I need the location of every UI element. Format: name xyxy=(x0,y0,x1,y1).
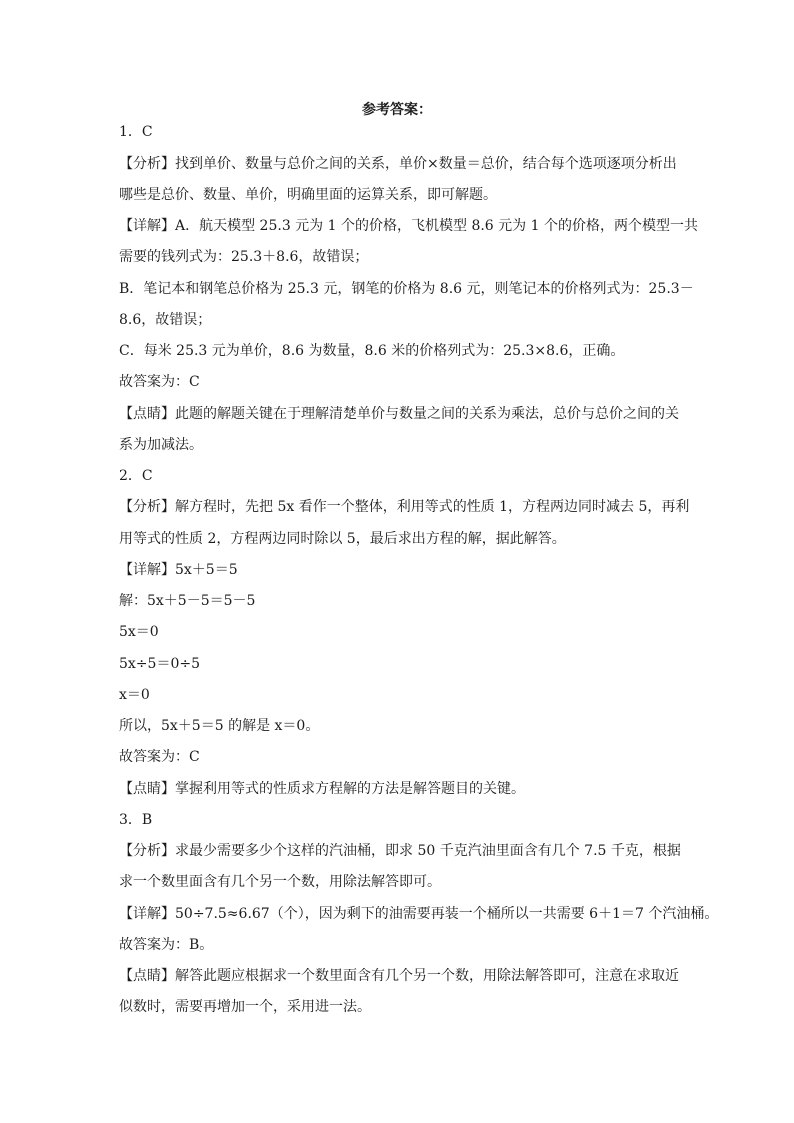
question-number: 3．B xyxy=(119,812,153,828)
equation-step: 5x÷5＝0÷5 xyxy=(119,656,200,672)
comment-text: 似数时，需要再增加一个，采用进一法。 xyxy=(119,999,371,1015)
analysis-text: 求一个数里面含有几个另一个数，用除法解答即可。 xyxy=(119,874,441,890)
detail-text: 8.6，故错误； xyxy=(119,312,212,328)
detail-text: 需要的钱列式为：25.3＋8.6，故错误； xyxy=(119,249,369,265)
analysis-text: 用等式的性质 2，方程两边同时除以 5，最后求出方程的解，据此解答。 xyxy=(119,531,566,547)
detail-text: 所以，5x＋5＝5 的解是 x＝0。 xyxy=(119,718,320,734)
question-number: 2．C xyxy=(119,468,153,484)
equation-step: x＝0 xyxy=(119,687,150,703)
comment-text: 【点睛】解答此题应根据求一个数里面含有几个另一个数，用除法解答即可，注意在求取近 xyxy=(119,968,679,984)
analysis-text: 【分析】解方程时，先把 5x 看作一个整体，利用等式的性质 1，方程两边同时减去 5，再利 xyxy=(119,499,690,515)
analysis-text: 哪些是总价、数量、单价，明确里面的运算关系，即可解题。 xyxy=(119,187,497,203)
analysis-text: 【分析】找到单价、数量与总价之间的关系，单价×数量＝总价，结合每个选项逐项分析出 xyxy=(119,156,677,172)
detail-text: 【详解】A．航天模型 25.3 元为 1 个的价格，飞机模型 8.6 元为 1 个的价格，两个模型一共 xyxy=(119,218,698,234)
answer-text: 故答案为：B。 xyxy=(119,937,214,953)
question-number: 1．C xyxy=(119,124,153,140)
page-title: 参考答案： xyxy=(362,102,432,118)
equation-step: 5x＝0 xyxy=(119,624,159,640)
detail-text: C．每米 25.3 元为单价，8.6 为数量，8.6 米的价格列式为：25.3×8.6，正确。 xyxy=(119,343,625,359)
detail-text: B．笔记本和钢笔总价格为 25.3 元，钢笔的价格为 8.6 元，则笔记本的价格列式为：25.3－ xyxy=(119,281,694,297)
detail-text: 【详解】50÷7.5≈6.67（个），因为剩下的油需要再装一个桶所以一共需要 6＋1＝7 个汽油桶。 xyxy=(119,906,719,922)
comment-text: 【点睛】此题的解题关键在于理解清楚单价与数量之间的关系为乘法，总价与总价之间的关 xyxy=(119,406,679,422)
analysis-text: 【分析】求最少需要多少个这样的汽油桶，即求 50 千克汽油里面含有几个 7.5 千克，根据 xyxy=(119,843,681,859)
equation-step: 解：5x＋5－5＝5－5 xyxy=(119,593,256,609)
detail-text: 【详解】5x＋5＝5 xyxy=(119,562,238,578)
comment-text: 【点睛】掌握利用等式的性质求方程解的方法是解答题目的关键。 xyxy=(119,781,525,797)
answer-text: 故答案为：C xyxy=(119,749,200,765)
comment-text: 系为加减法。 xyxy=(119,437,203,453)
answer-text: 故答案为：C xyxy=(119,374,200,390)
